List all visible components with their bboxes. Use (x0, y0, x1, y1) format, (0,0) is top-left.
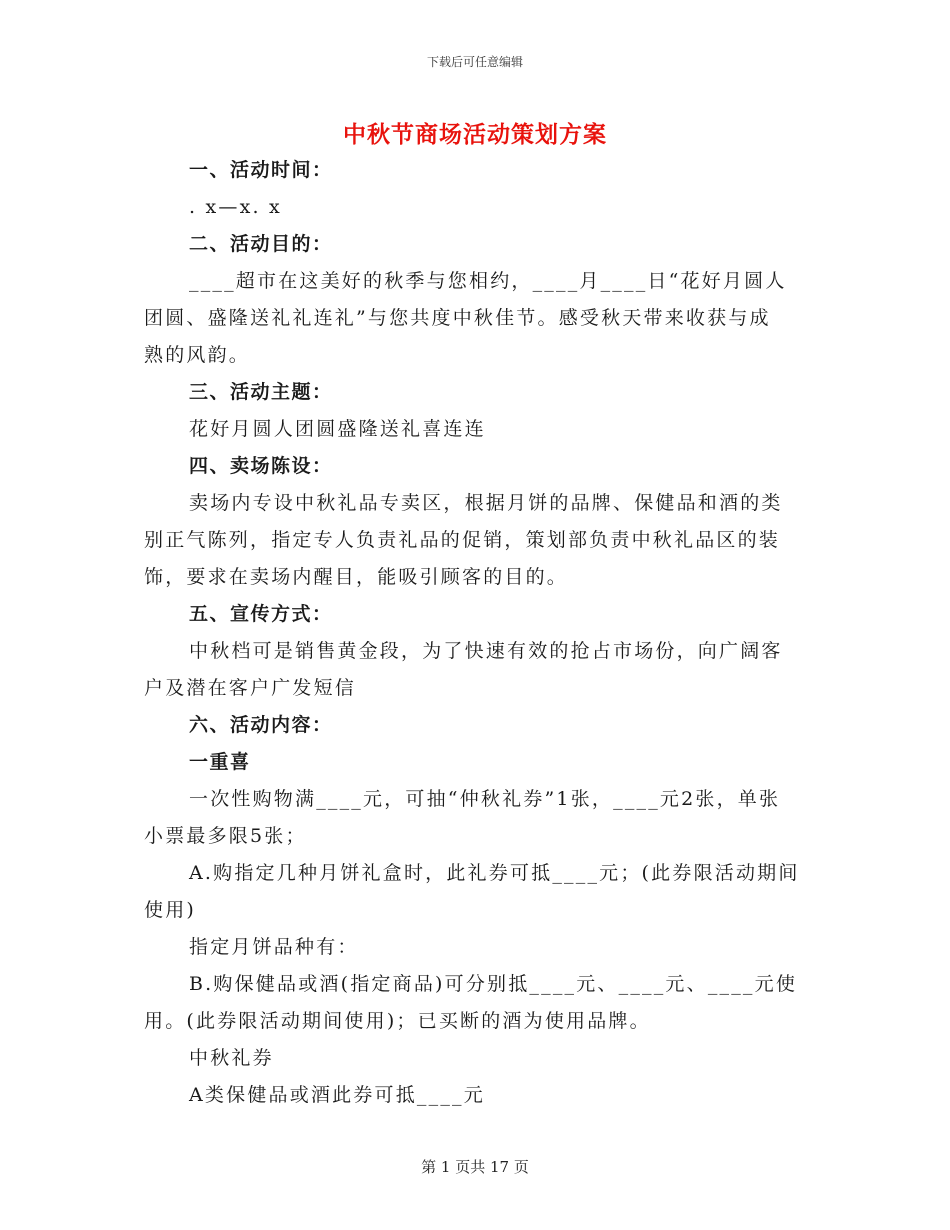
section-heading: 三、活动主题： (189, 381, 333, 403)
section-heading: 二、活动目的： (189, 233, 333, 255)
body-text-line: 小票最多限5张； (144, 825, 307, 847)
body-text-line: 用。(此券限活动期间使用)；已买断的酒为使用品牌。 (144, 1010, 651, 1032)
section-heading: 一重喜 (189, 751, 251, 773)
body-text-line: 别正气陈列，指定专人负责礼品的促销，策划部负责中秋礼品区的装 (144, 529, 781, 551)
document-title: 中秋节商场活动策划方案 (343, 121, 607, 148)
body-text-line: 中秋档可是销售黄金段，为了快速有效的抢占市场份，向广阔客 (189, 640, 783, 662)
section-heading: 五、宣传方式： (189, 603, 333, 625)
page-header: 下载后可任意编辑 (426, 55, 523, 69)
body-text-line: 熟的风韵。 (144, 344, 251, 366)
body-text-line: 户及潜在客户广发短信 (144, 677, 357, 699)
body-text-line: 团圆、盛隆送礼礼连礼”与您共度中秋佳节。感受秋天带来收获与成 (144, 307, 771, 329)
body-text-line: A类保健品或酒此券可抵____元 (189, 1084, 485, 1106)
section-heading: 一、活动时间： (189, 159, 333, 181)
body-text-line: 中秋礼券 (189, 1047, 274, 1069)
body-text-line: 指定月饼品种有： (189, 936, 359, 958)
body-text-line: A.购指定几种月饼礼盒时，此礼券可抵____元；(此券限活动期间 (189, 862, 800, 884)
body-text-line: 一次性购物满____元，可抽“仲秋礼券”1张，____元2张，单张 (189, 788, 781, 810)
body-text-line: 使用) (144, 899, 197, 921)
body-text-line: 卖场内专设中秋礼品专卖区，根据月饼的品牌、保健品和酒的类 (189, 492, 783, 514)
page-footer: 第 1 页共 17 页 (421, 1158, 529, 1176)
document-body (144, 152, 808, 1114)
body-text-line: 饰，要求在卖场内醒目，能吸引顾客的目的。 (144, 566, 569, 588)
section-heading: 四、卖场陈设： (189, 455, 333, 477)
body-text-line: . x—x. x (189, 196, 282, 218)
body-text-line: B.购保健品或酒(指定商品)可分别抵____元、____元、____元使 (189, 973, 798, 995)
body-text-line: ____超市在这美好的秋季与您相约，____月____日“花好月圆人 (189, 270, 787, 292)
body-text-line: 花好月圆人团圆盛隆送礼喜连连 (189, 418, 486, 440)
section-heading: 六、活动内容： (189, 714, 333, 736)
